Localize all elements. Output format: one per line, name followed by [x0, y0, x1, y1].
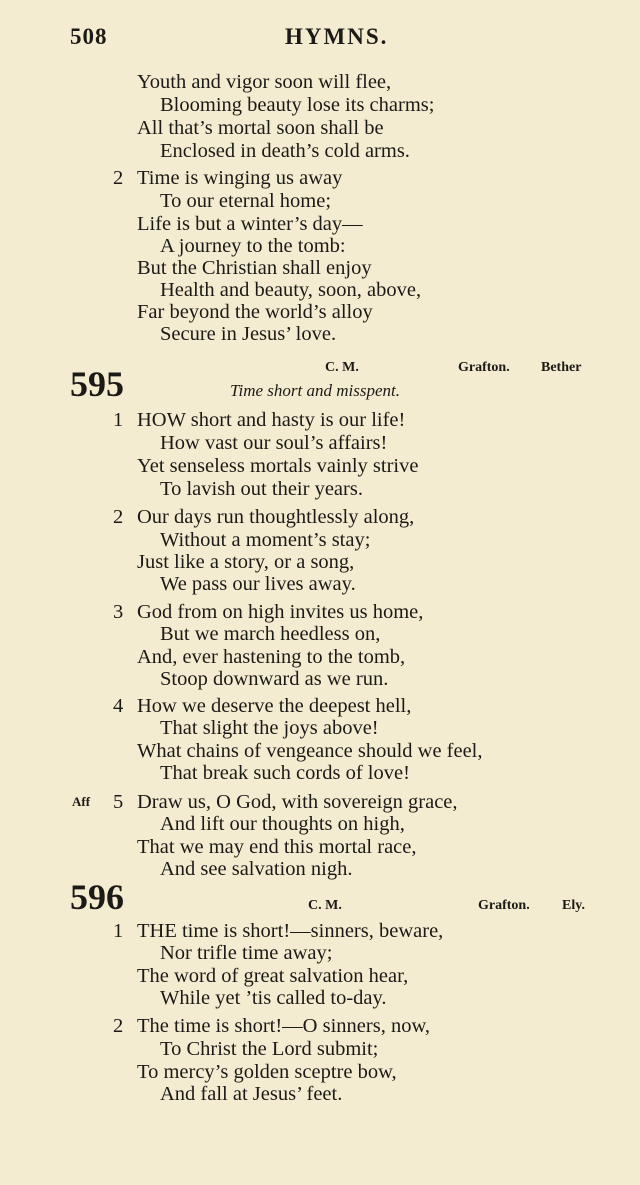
verse-line: To Christ the Lord submit;: [160, 1038, 379, 1060]
verse-line: Our days run thoughtlessly along,: [137, 506, 415, 528]
hymn-number: 595: [70, 364, 124, 404]
stanza-number: 2: [113, 506, 124, 528]
verse-line: Stoop downward as we run.: [160, 668, 389, 690]
verse-line: But the Christian shall enjoy: [137, 257, 372, 279]
verse-line: All that’s mortal soon shall be: [137, 117, 384, 139]
verse-line: That break such cords of love!: [160, 762, 410, 784]
verse-line: Health and beauty, soon, above,: [160, 279, 422, 301]
tune-name: Ely.: [562, 898, 585, 913]
verse-line: And lift our thoughts on high,: [160, 813, 405, 835]
verse-line: What chains of vengeance should we feel,: [137, 740, 483, 762]
tune-name: Bether: [541, 360, 582, 375]
verse-line: The time is short!—O sinners, now,: [137, 1015, 431, 1037]
stanza-number: 2: [113, 1015, 124, 1037]
verse-line: Enclosed in death’s cold arms.: [160, 140, 410, 162]
stanza-number: 1: [113, 409, 124, 431]
hymn-title: Time short and misspent.: [230, 381, 401, 400]
verse-line: THE time is short!—sinners, beware,: [137, 920, 444, 942]
verse-line: Yet senseless mortals vainly strive: [137, 455, 419, 477]
verse-line: Secure in Jesus’ love.: [160, 323, 337, 345]
verse-line: Life is but a winter’s day—: [137, 213, 363, 235]
verse-line: Just like a story, or a song,: [137, 551, 355, 573]
verse-line: That slight the joys above!: [160, 717, 379, 739]
stanza-number: 1: [113, 920, 124, 942]
running-head: HYMNS.: [285, 24, 389, 49]
verse-line: To our eternal home;: [160, 190, 332, 212]
verse-line: God from on high invites us home,: [137, 601, 424, 623]
verse-line: Time is winging us away: [137, 167, 343, 189]
tune-name: Grafton.: [458, 360, 510, 375]
verse-line: And, ever hastening to the tomb,: [137, 646, 406, 668]
meter-label: C. M.: [308, 898, 342, 913]
verse-line: Far beyond the world’s alloy: [137, 301, 373, 323]
verse-line: While yet ’tis called to-day.: [160, 987, 387, 1009]
page-number: 508: [70, 24, 108, 49]
verse-line: And fall at Jesus’ feet.: [160, 1083, 343, 1105]
verse-line: That we may end this mortal race,: [137, 836, 417, 858]
verse-line: The word of great salvation hear,: [137, 965, 409, 987]
verse-line: Without a moment’s stay;: [160, 529, 371, 551]
stanza-number: 3: [113, 601, 124, 623]
verse-line: But we march heedless on,: [160, 623, 381, 645]
verse-line: How vast our soul’s affairs!: [160, 432, 388, 454]
verse-line: To mercy’s golden sceptre bow,: [137, 1061, 397, 1083]
verse-line: We pass our lives away.: [160, 573, 356, 595]
stanza-number: 2: [113, 167, 124, 189]
hymn-number: 596: [70, 877, 124, 917]
stanza-number: 4: [113, 695, 124, 717]
verse-line: And see salvation nigh.: [160, 858, 353, 880]
verse-line: Youth and vigor soon will flee,: [137, 71, 392, 93]
verse-line: Nor trifle time away;: [160, 942, 333, 964]
verse-line: To lavish out their years.: [160, 478, 363, 500]
verse-line: Draw us, O God, with sovereign grace,: [137, 791, 458, 813]
verse-line: A journey to the tomb:: [160, 235, 346, 257]
meter-label: C. M.: [325, 360, 359, 375]
verse-line: Blooming beauty lose its charms;: [160, 94, 435, 116]
margin-mark: Aff: [72, 794, 91, 809]
stanza-number: 5: [113, 791, 124, 813]
tune-name: Grafton.: [478, 898, 530, 913]
verse-line: How we deserve the deepest hell,: [137, 695, 412, 717]
verse-line: HOW short and hasty is our life!: [137, 409, 406, 431]
